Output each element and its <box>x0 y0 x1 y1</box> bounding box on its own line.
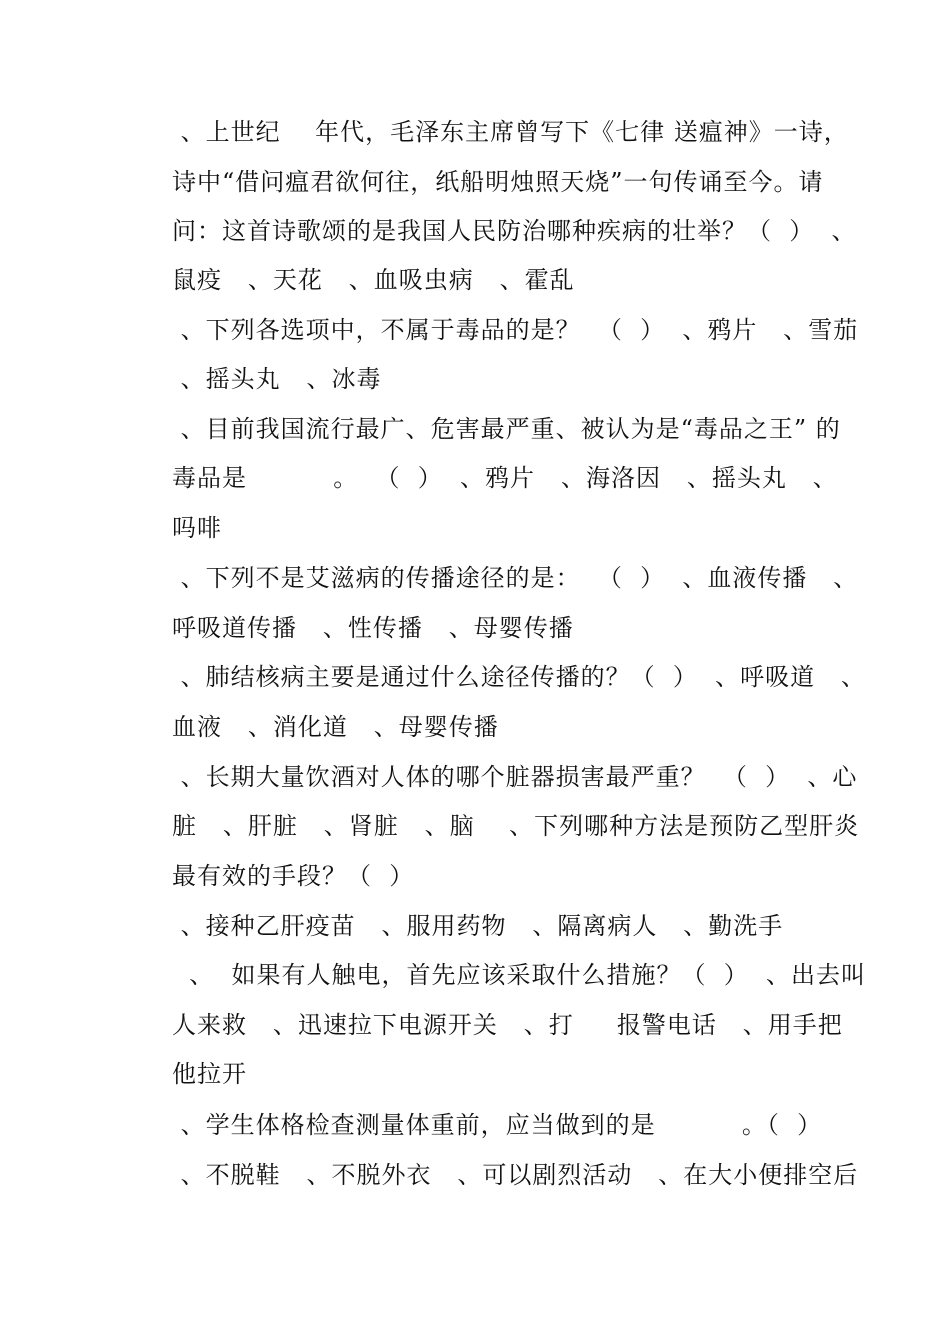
text-line: 最有效的手段？（ ） <box>172 862 415 890</box>
text-line: 吗啡 <box>172 514 222 542</box>
text-line: 、下列各选项中，不属于毒品的是？ （ ） 、鸦片 、雪茄 <box>172 316 859 344</box>
text-line: 、不脱鞋 、不脱外衣 、可以剧烈活动 、在大小便排空后 <box>172 1161 859 1189</box>
text-line: 呼吸道传播 、性传播 、母婴传播 <box>172 614 574 642</box>
text-line: 他拉开 <box>172 1060 247 1088</box>
text-line: 、肺结核病主要是通过什么途径传播的？（ ） 、呼吸道 、 <box>172 663 867 691</box>
text-line: 人来救 、迅速拉下电源开关 、打 报警电话 、用手把 <box>172 1011 843 1039</box>
text-line: 、下列不是艾滋病的传播途径的是： （ ） 、血液传播 、 <box>172 564 859 592</box>
text-line: 、目前我国流行最广、危害最严重、被认为是“毒品之王” 的 <box>172 415 841 443</box>
text-line: 、 如果有人触电，首先应该采取什么措施？（ ） 、出去叫 <box>172 961 867 989</box>
text-line: 诗中“借问瘟君欲何往，纸船明烛照天烧”一句传诵至今。请 <box>172 168 824 196</box>
text-line: 、长期大量饮酒对人体的哪个脏器损害最严重？ （ ） 、心 <box>172 763 858 791</box>
text-line: 问：这首诗歌颂的是我国人民防治哪种疾病的壮举？（ ） 、 <box>172 217 857 245</box>
text-line: 、接种乙肝疫苗 、服用药物 、隔离病人 、勤洗手 <box>172 912 784 940</box>
text-line: 血液 、消化道 、母婴传播 <box>172 713 499 741</box>
text-line: 脏 、肝脏 、肾脏 、脑 、下列哪种方法是预防乙型肝炎 <box>172 812 860 840</box>
text-line: 、学生体格检查测量体重前，应当做到的是 。（ ） <box>172 1111 823 1139</box>
text-line: 毒品是 。 （ ） 、鸦片 、海洛因 、摇头丸 、 <box>172 464 838 492</box>
text-line: 、上世纪 年代，毛泽东主席曾写下《七律 送瘟神》一诗， <box>172 118 849 146</box>
text-line: 、摇头丸 、冰毒 <box>172 365 382 393</box>
text-line: 鼠疫 、天花 、血吸虫病 、霍乱 <box>172 266 575 294</box>
